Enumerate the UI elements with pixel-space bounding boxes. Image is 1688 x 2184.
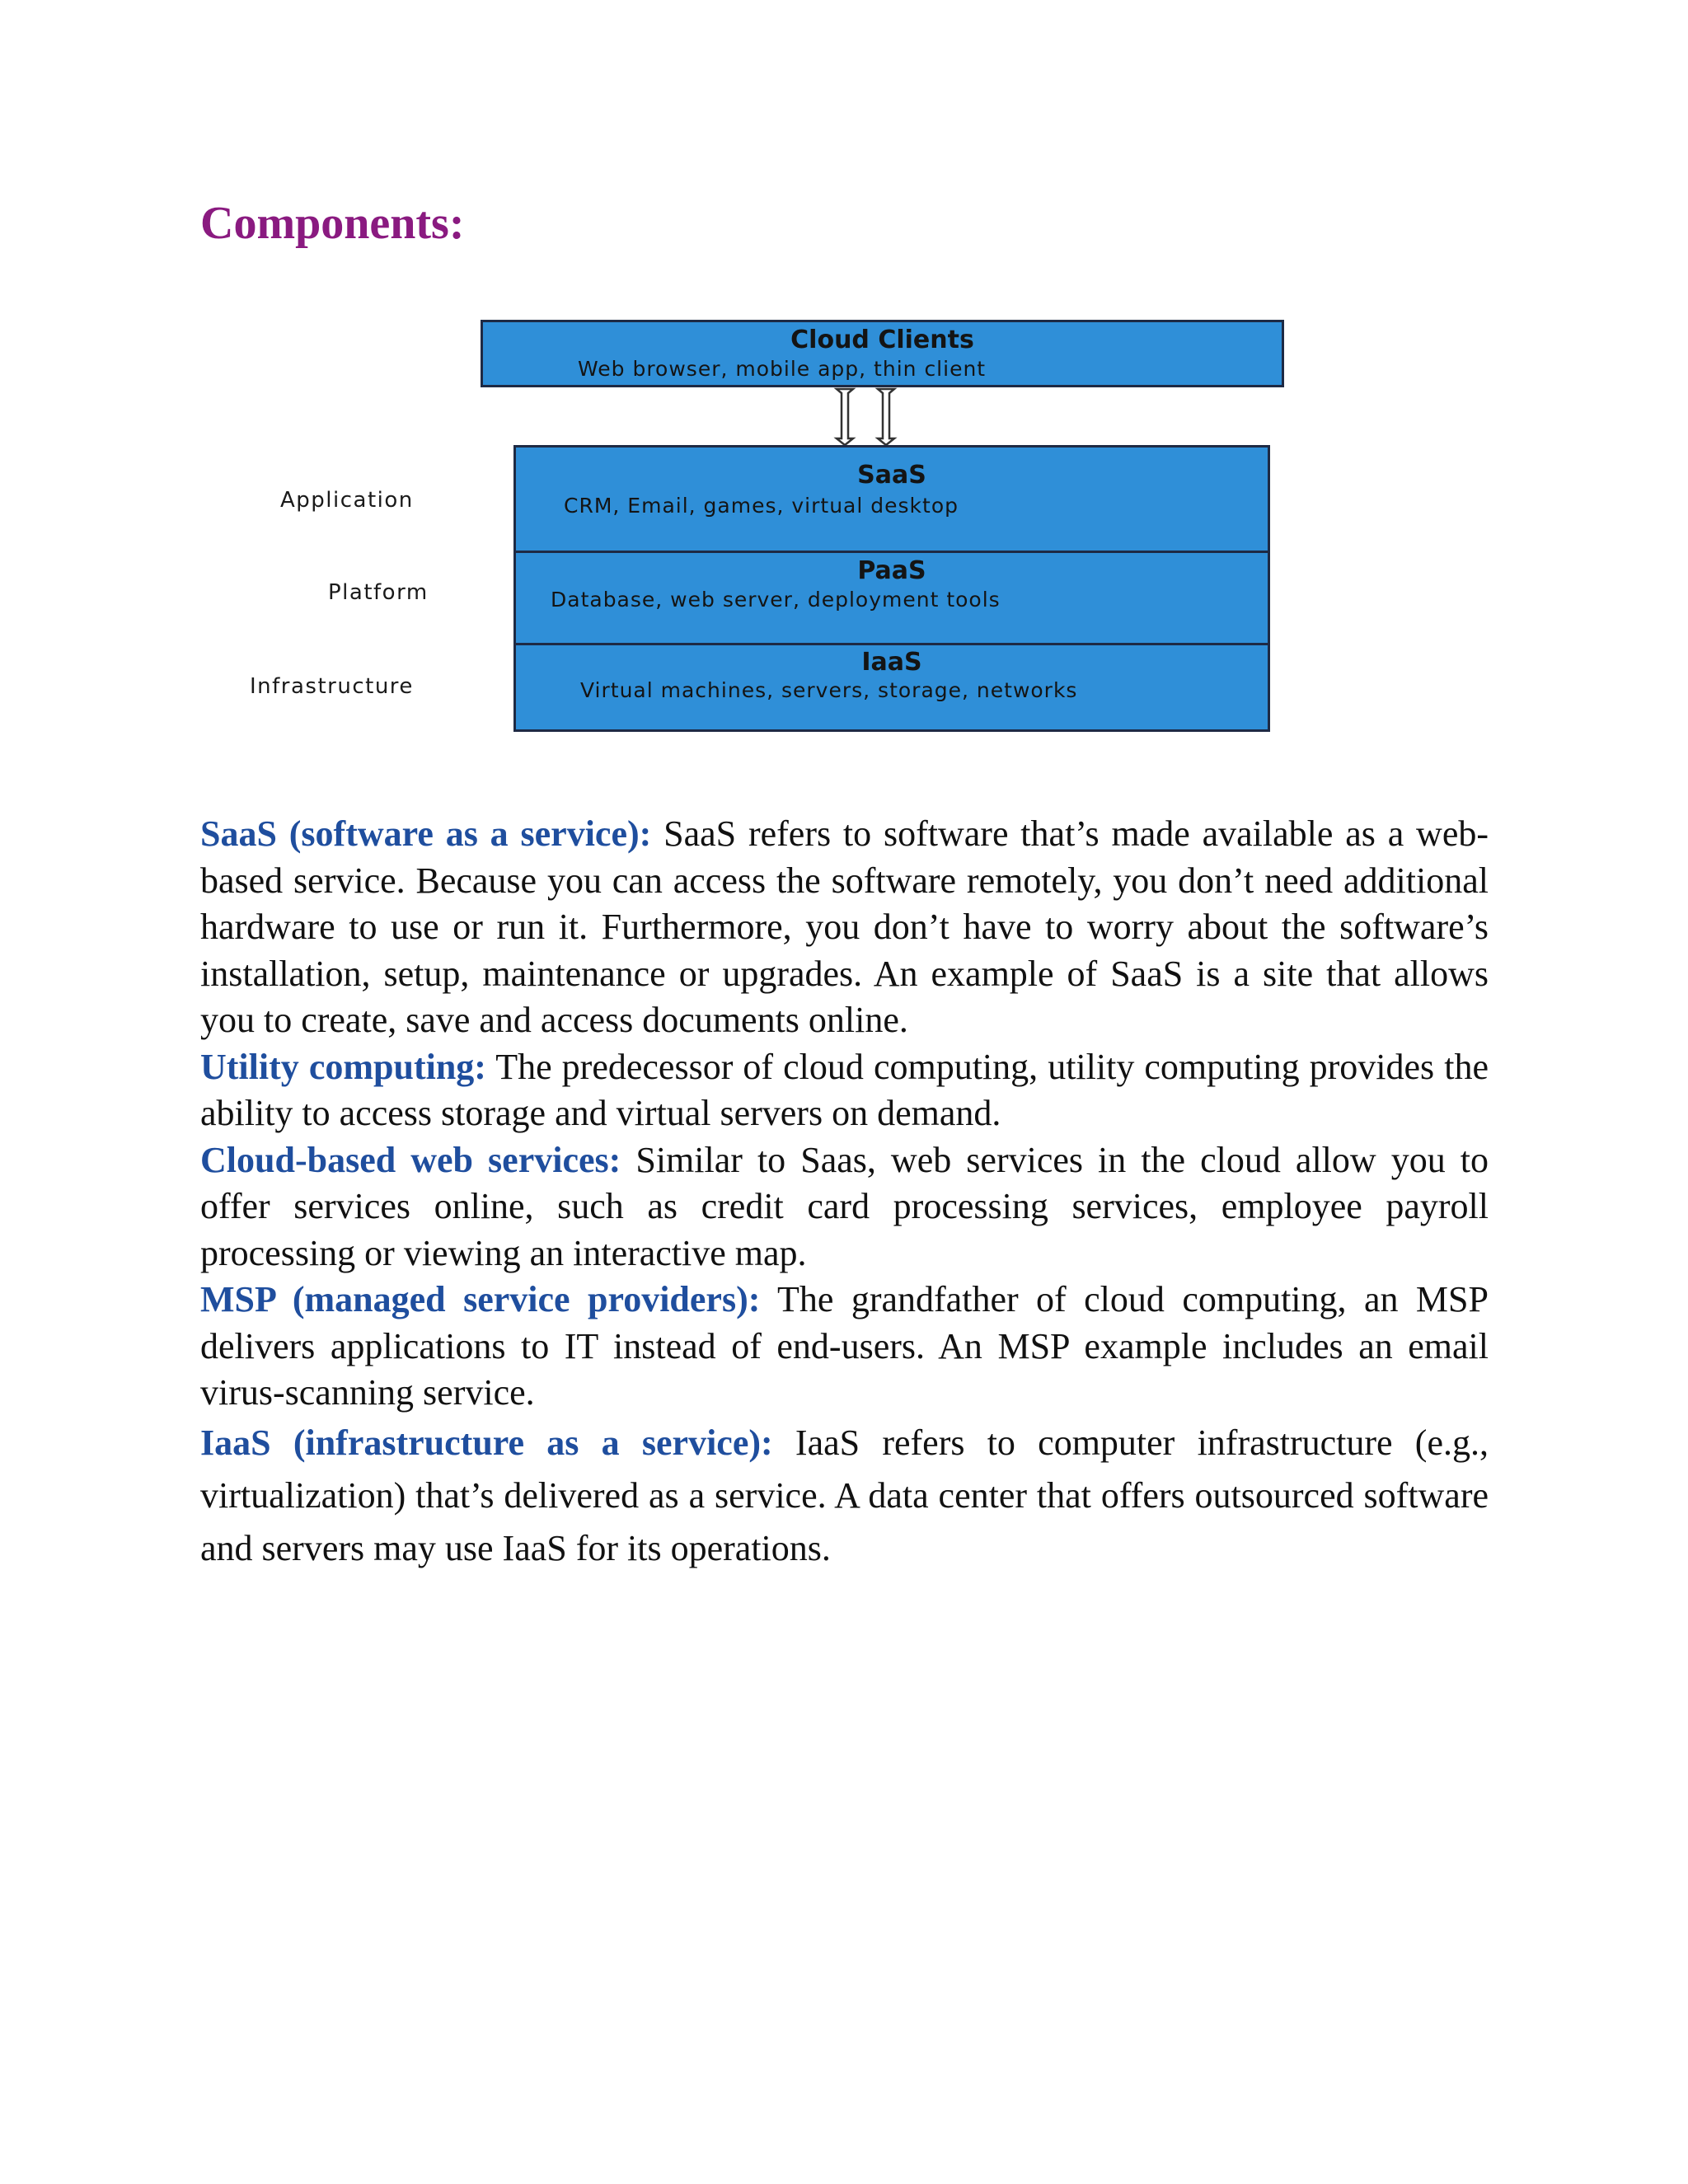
definition-paragraph-msp [200,1277,1489,1417]
saas-layer-desc: CRM, Email, games, virtual desktop [564,494,959,518]
layer-label-platform: Platform [328,580,429,605]
cloud-components-diagram [239,305,1311,750]
definition-term: MSP (managed service providers): [200,1279,761,1319]
definition-paragraph-web-services [200,1137,1489,1277]
cloud-clients-box [481,320,1284,387]
cloud-clients-title: Cloud Clients [790,326,974,354]
iaas-layer-title: IaaS [861,648,922,677]
definition-text: The predecessor of cloud computing, utility computing provides the ability to access storage and virtual servers on demand. [200,1046,1489,1133]
layer-label-infrastructure: Infrastructure [250,674,414,699]
iaas-layer [516,645,1268,729]
definition-text: Similar to Saas, web services in the cloud allow you to offer services online, such as credit card processing services, employee payroll processing or viewing an interactive map. [200,1139,1489,1273]
page-heading: Components: [200,198,465,249]
definition-text: IaaS refers to computer infrastructure (e.g., virtualization) that’s delivered as a service. A data center that offers outsourced software and servers may use IaaS for its operations. [200,1422,1489,1568]
cloud-clients-desc: Web browser, mobile app, thin client [578,357,987,381]
service-stack-box [513,445,1270,732]
paas-layer-title: PaaS [857,556,926,585]
iaas-layer-desc: Virtual machines, servers, storage, networks [580,678,1078,702]
definitions-body [200,811,1489,1575]
saas-layer-title: SaaS [857,461,926,490]
layer-label-application: Application [280,488,414,513]
definition-term: IaaS (infrastructure as a service): [200,1422,773,1463]
definition-term: Cloud-based web services: [200,1139,621,1180]
definition-text: SaaS refers to software that’s made available as a web-based service. Because you can access the software remotely, you don’t need additional hardware to use or run it. Furthermore, you don’t have to worry about the software’s installation, setup, maintenance or upgrades. An example of SaaS is a site that allows you to create, save and access documents online. [200,813,1489,1040]
definition-paragraph-saas [200,811,1489,1044]
definition-term: SaaS (software as a service): [200,813,652,854]
saas-layer [516,448,1268,553]
definition-paragraph-iaas [200,1417,1489,1575]
definition-text: The grandfather of cloud computing, an MSP delivers applications to IT instead of end-users. An MSP example includes an email virus-scanning service. [200,1279,1489,1413]
paas-layer-desc: Database, web server, deployment tools [551,588,1001,612]
definition-term: Utility computing: [200,1046,486,1087]
paas-layer [516,553,1268,645]
double-vertical-arrow-icon [820,387,911,447]
definition-paragraph-utility [200,1044,1489,1137]
